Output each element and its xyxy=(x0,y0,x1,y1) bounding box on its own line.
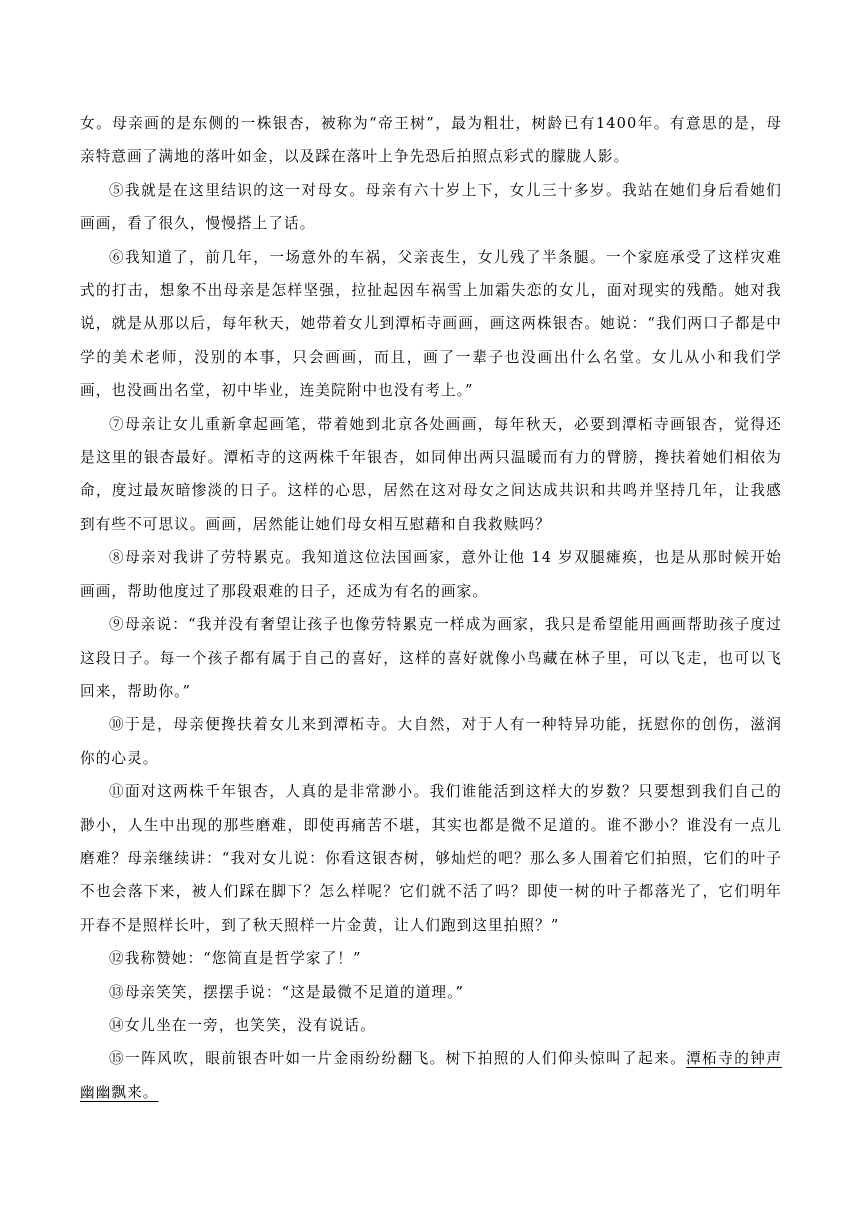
paragraph-13: ⑬母亲笑笑，摆摆手说：“这是最微不足道的道理。” xyxy=(109,983,465,1001)
paragraph-12: ⑫我称赞她：“您简直是哲学家了！” xyxy=(109,950,362,968)
paragraph-15 xyxy=(80,1042,782,1109)
paragraph-11: ⑪面对这两株千年银杏，人真的是非常渺小。我们谁能活到这样大的岁数？只要想到我们自己的渺小，人生中出现的那些磨难，即使再痛苦不堪，其实也都是微不足道的。谁不渺小？谁没有一点儿磨难？母亲继续讲：“我对女儿说：你看这银杏树，够灿烂的吧？那么多人围着它们拍照，它们的叶子不也会落下来，被人们踩在脚下？怎么样呢？它们就不活了吗？即使一树的叶子都落光了，它们明年开春不是照样长叶，到了秋天照样一片金黄，让人们跑到这里拍照？” xyxy=(80,783,782,934)
paragraph-8: ⑧母亲对我讲了劳特累克。我知道这位法国画家，意外让他 14 岁双腿瘫痪，也是从那时候开始画画，帮助他度过了那段艰难的日子，还成为有名的画家。 xyxy=(80,549,782,600)
paragraph-9: ⑨母亲说：“我并没有奢望让孩子也像劳特累克一样成为画家，我只是希望能用画画帮助孩子度过这段日子。每一个孩子都有属于自己的喜好，这样的喜好就像小鸟藏在林子里，可以飞走，也可以飞回来，帮助你。” xyxy=(80,616,782,700)
paragraph-15-lead: ⑮一阵风吹，眼前银杏叶如一片金雨纷纷翻飞。树下拍照的人们仰头惊叫了起来。 xyxy=(109,1050,687,1068)
paragraph-7: ⑦母亲让女儿重新拿起画笔，带着她到北京各处画画，每年秋天，必要到潭柘寺画银杏，觉得还是这里的银杏最好。潭柘寺的这两株千年银杏，如同伸出两只温暖而有力的臂膀，搀扶着她们相依为命，度过最灰暗惨淡的日子。这样的心思，居然在这对母女之间达成共识和共鸣并坚持几年，让我感到有些不可思议。画画，居然能让她们母女相互慰藉和自我救赎吗？ xyxy=(80,415,782,533)
paragraph-5: ⑤我就是在这里结识的这一对母女。母亲有六十岁上下，女儿三十多岁。我站在她们身后看她们画画，看了很久，慢慢搭上了话。 xyxy=(80,181,782,233)
paragraph-10: ⑩于是，母亲便搀扶着女儿来到潭柘寺。大自然，对于人有一种特异功能，抚慰你的创伤，滋润你的心灵。 xyxy=(80,716,782,767)
article-body xyxy=(80,107,782,1109)
paragraph-4-continued: 女。母亲画的是东侧的一株银杏，被称为“帝王树”，最为粗壮，树龄已有1400年。有意思的是，母亲特意画了满地的落叶如金，以及踩在落叶上争先恐后拍照点彩式的朦胧人影。 xyxy=(80,115,782,166)
paragraph-14: ⑭女儿坐在一旁，也笑笑，没有说话。 xyxy=(109,1016,376,1034)
paragraph-6: ⑥我知道了，前几年，一场意外的车祸，父亲丧生，女儿残了半条腿。一个家庭承受了这样灾难式的打击，想象不出母亲是怎样坚强，拉扯起因车祸雪上加霜失恋的女儿，面对现实的残酷。她对我说，就是从那以后，每年秋天，她带着女儿到潭柘寺画画，画这两株银杏。她说：“我们两口子都是中学的美术老师，没别的本事，只会画画，而且，画了一辈子也没画出什么名堂。女儿从小和我们学画，也没画出名堂，初中毕业，连美院附中也没有考上。” xyxy=(80,248,782,400)
underlined-sentence: 潭柘寺的钟声幽幽飘来。 xyxy=(80,1050,782,1101)
